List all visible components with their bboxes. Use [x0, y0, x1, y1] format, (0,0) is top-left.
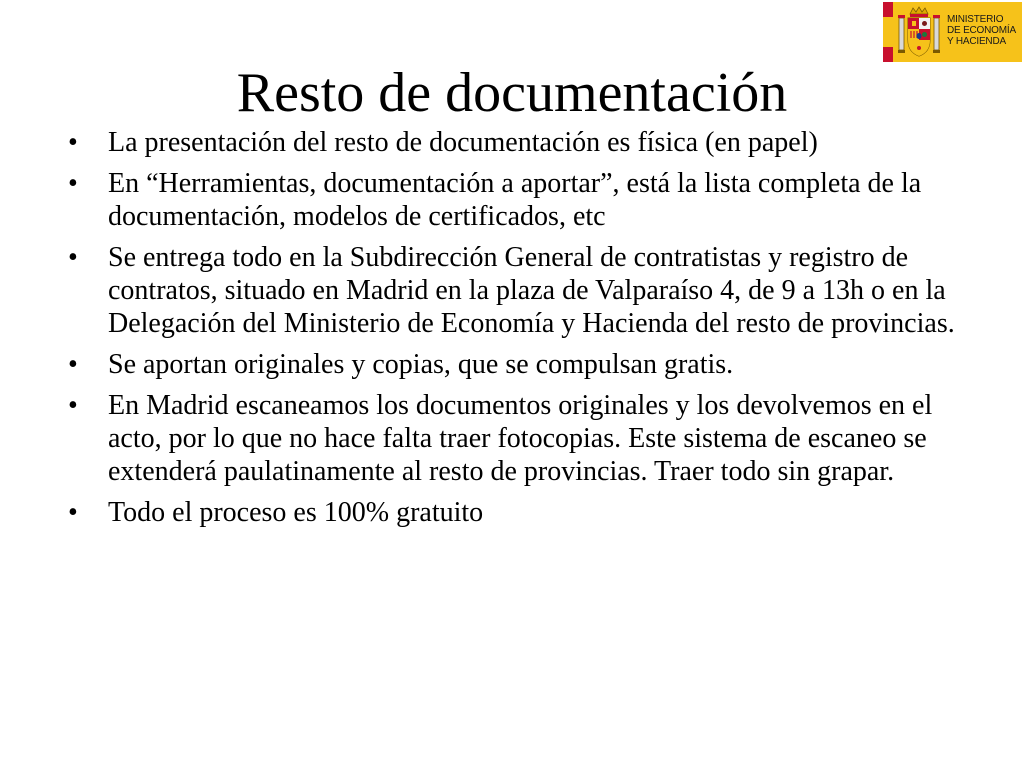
bullet-list	[68, 126, 968, 537]
logo-line-2: DE ECONOMÍA	[947, 25, 1016, 36]
bullet-icon: •	[68, 127, 78, 158]
ministry-logo	[883, 2, 1022, 62]
bullet-text: En Madrid escaneamos los documentos originales y los devolvemos en el acto, por lo que no hace falta traer fotocopias. Este sistema de escaneo se extenderá paulatinamente al resto de provincias. Traer todo sin grapar.	[108, 390, 933, 487]
bullet-item	[68, 241, 968, 340]
logo-line-3: Y HACIENDA	[947, 36, 1006, 47]
bullet-item	[68, 496, 968, 529]
coat-of-arms-icon	[897, 6, 941, 58]
bullet-text: La presentación del resto de documentación es física (en papel)	[108, 127, 818, 158]
logo-line-1: MINISTERIO	[947, 14, 1004, 25]
bullet-icon: •	[68, 349, 78, 380]
bullet-icon: •	[68, 168, 78, 199]
bullet-text: En “Herramientas, documentación a aportar”, está la lista completa de la documentación, modelos de certificados, etc	[108, 168, 922, 232]
bullet-item	[68, 389, 968, 488]
bullet-icon: •	[68, 390, 78, 421]
bullet-item	[68, 167, 968, 233]
bullet-text: Se entrega todo en la Subdirección General de contratistas y registro de contratos, situado en Madrid en la plaza de Valparaíso 4, de 9 a 13h o en la Delegación del Ministerio de Economía y Hacienda del resto de provincias.	[108, 242, 955, 339]
logo-text	[947, 14, 1016, 47]
bullet-item	[68, 348, 968, 381]
slide-title: Resto de documentación	[236, 62, 788, 124]
bullet-icon: •	[68, 242, 78, 273]
bullet-text: Se aportan originales y copias, que se compulsan gratis.	[108, 349, 734, 380]
spain-flag-stripe	[883, 2, 893, 62]
bullet-text: Todo el proceso es 100% gratuito	[108, 497, 484, 528]
bullet-icon: •	[68, 497, 78, 528]
bullet-item	[68, 126, 968, 159]
